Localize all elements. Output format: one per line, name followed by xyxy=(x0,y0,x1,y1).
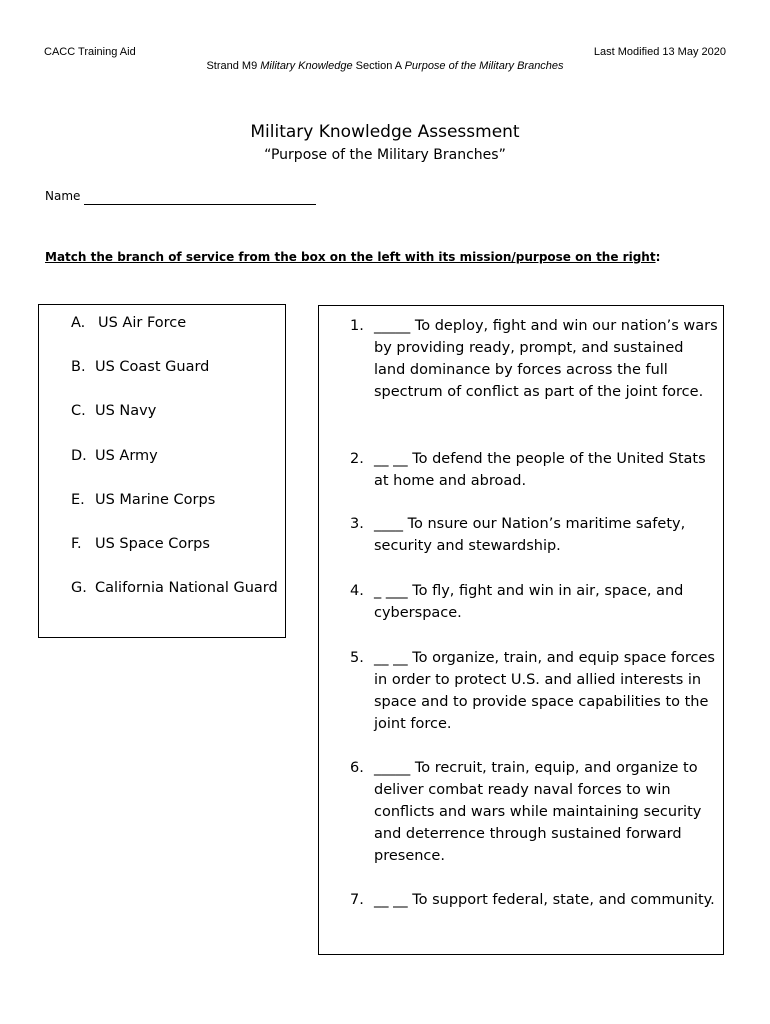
branch-letter: E. xyxy=(71,492,85,508)
branch-name: US Army xyxy=(95,448,158,464)
strand-prefix: Strand M9 xyxy=(206,60,261,72)
mission-text: ____ To nsure our Nation’s maritime safety, security and stewardship. xyxy=(374,516,686,554)
branch-item xyxy=(71,446,158,466)
branch-item xyxy=(71,357,209,377)
branch-name: US Navy xyxy=(95,403,157,419)
mission-item xyxy=(350,448,718,492)
branch-name: US Air Force xyxy=(98,315,187,331)
strand-title: Purpose of the Military Branches xyxy=(404,60,564,72)
mission-number: 4. xyxy=(350,583,364,599)
mission-text: __ __ To organize, train, and equip space forces in order to protect U.S. and allied interests in space and to provide space capabilities to the joint force. xyxy=(374,650,715,732)
name-label: Name xyxy=(45,189,81,203)
mission-item xyxy=(350,513,718,557)
branch-letter: D. xyxy=(71,448,87,464)
header-strand xyxy=(0,60,770,73)
header-last-modified: Last Modified 13 May 2020 xyxy=(593,46,726,58)
branch-letter: F. xyxy=(71,536,82,552)
branch-letter: C. xyxy=(71,403,86,419)
mission-item xyxy=(350,757,718,867)
branch-item xyxy=(71,313,186,333)
page-title: Military Knowledge Assessment xyxy=(250,122,520,142)
mission-item xyxy=(350,889,718,911)
branch-item xyxy=(71,401,156,421)
mission-item xyxy=(350,580,718,624)
mission-text: _____ To recruit, train, equip, and organize to deliver combat ready naval forces to win conflicts and wars while maintaining security and deterrence through sustained forward presence. xyxy=(374,760,702,864)
name-row xyxy=(45,188,316,205)
branch-item xyxy=(71,490,215,510)
branch-name: California National Guard xyxy=(95,580,278,596)
header-left-text: CACC Training Aid xyxy=(44,46,136,58)
name-blank-line[interactable] xyxy=(84,190,316,205)
page-subtitle: “Purpose of the Military Branches” xyxy=(264,147,506,163)
instruction-suffix: : xyxy=(655,250,661,264)
mission-number: 3. xyxy=(350,516,364,532)
branch-name: US Space Corps xyxy=(95,536,210,552)
instruction-text: Match the branch of service from the box on the left with its mission/purpose on the right xyxy=(45,250,656,264)
mission-text: __ __ To support federal, state, and community. xyxy=(374,892,715,908)
branch-letter: B. xyxy=(71,359,86,375)
branch-name: US Coast Guard xyxy=(95,359,210,375)
mission-list-box xyxy=(318,305,724,955)
mission-item xyxy=(350,647,718,735)
branch-item xyxy=(71,534,210,554)
mission-number: 2. xyxy=(350,451,364,467)
branch-name: US Marine Corps xyxy=(95,492,216,508)
mission-number: 7. xyxy=(350,892,364,908)
mission-text: _ ___ To fly, fight and win in air, space, and cyberspace. xyxy=(374,583,684,621)
mission-number: 1. xyxy=(350,318,364,334)
branch-letter: G. xyxy=(71,580,87,596)
strand-section: Section A xyxy=(352,60,405,72)
instruction xyxy=(45,249,660,266)
mission-item xyxy=(350,315,718,403)
branch-letter: A. xyxy=(71,315,86,331)
branch-item xyxy=(71,578,278,598)
mission-text: _____ To deploy, fight and win our nation’s wars by providing ready, prompt, and sustained land dominance by forces across the full spectrum of conflict as part of the joint force. xyxy=(374,318,718,400)
strand-topic: Military Knowledge xyxy=(260,60,353,72)
branch-list-box xyxy=(38,304,286,638)
mission-text: __ __ To defend the people of the United Stats at home and abroad. xyxy=(374,451,706,489)
mission-number: 6. xyxy=(350,760,364,776)
mission-number: 5. xyxy=(350,650,364,666)
